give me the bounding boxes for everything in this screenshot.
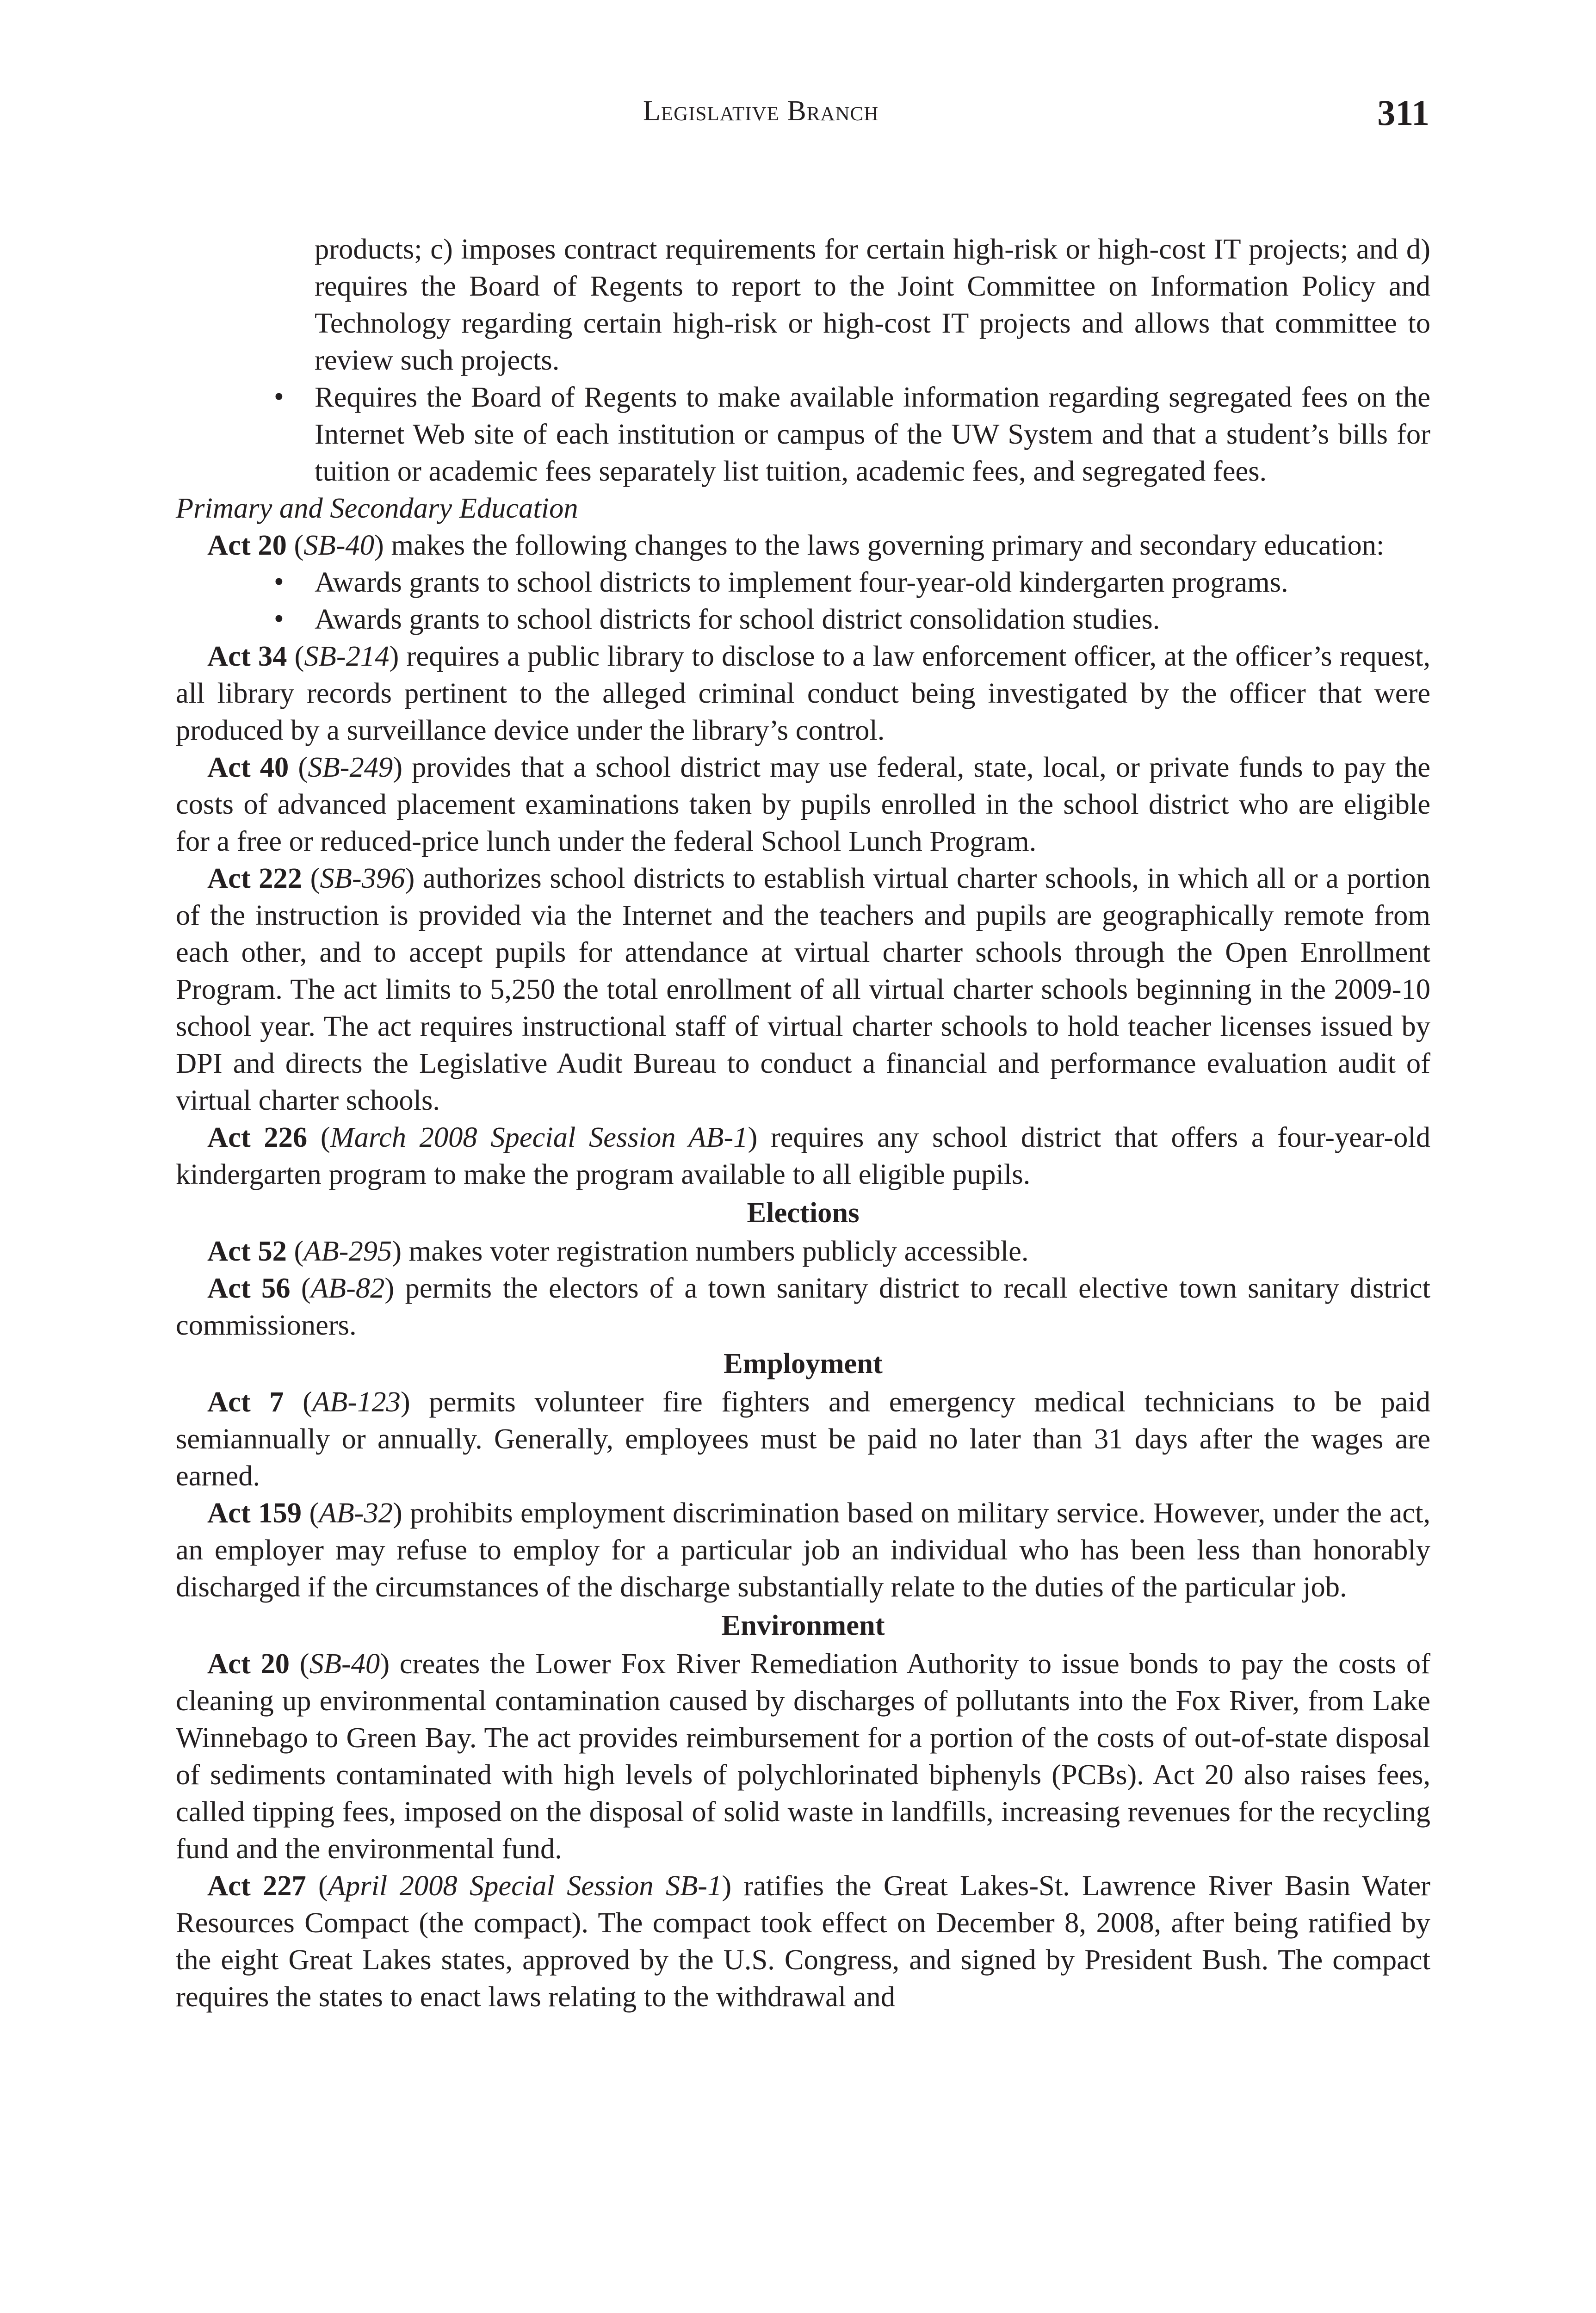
act-number: Act 20 (207, 1647, 290, 1680)
act-text: authorizes school districts to establish virtual charter schools, in which all or a portion of the instruction is provided via the Internet and the teachers and pupils are geographically remote from each other, and to accept pupils for attendance at virtual charter schools through the Open Enrollment Program. The act limits to 5,250 the total enrollment of all virtual charter schools beginning in the 2009-10 school year. The act requires instructional staff of virtual charter schools to hold teacher licenses issued by DPI and directs the Legislative Audit Bureau to conduct a financial and performance evaluation audit of virtual charter schools. (176, 862, 1430, 1116)
running-head (0, 95, 1596, 136)
act-number: Act 222 (207, 862, 303, 894)
subheading-primary-secondary-education: Primary and Secondary Education (176, 492, 578, 524)
act-7-paragraph: Act 7 (AB-123) permits volunteer fire fighters and emergency medical technicians to be paid semiannually or annually. Generally, employees must be paid no later than 31 days after the wages are earned. (176, 1385, 1430, 1492)
act-number: Act 226 (207, 1121, 308, 1153)
act-number: Act 52 (207, 1235, 287, 1267)
bullet-list-uw (176, 378, 1430, 489)
act-number: Act 159 (207, 1497, 302, 1529)
bill-number: SB-396 (320, 862, 405, 894)
bill-number: SB-214 (304, 640, 390, 672)
act-34-paragraph: Act 34 (SB-214) requires a public library to disclose to a law enforcement officer, at the officer’s request, all library records pertinent to the alleged criminal conduct being investigated by the officer that were produced by a surveillance device under the library’s control. (176, 640, 1430, 746)
bill-number: SB-249 (308, 751, 393, 783)
bullet-item: • Awards grants to school districts to implement four-year-old kindergarten programs. (315, 563, 1430, 600)
bill-number: AB-295 (303, 1235, 392, 1267)
act-text: prohibits employment discrimination based on military service. However, under the act, an employer may refuse to employ for a particular job an individual who has been less than honorably discharged if the circumstances of the discharge substantially relate to the duties of the particular job. (176, 1497, 1430, 1603)
continued-bullet-text: products; c) imposes contract requirements for certain high-risk or high-cost IT projects; and d) requires the Board of Regents to report to the Joint Committee on Information Policy and Technology regarding certain high-risk or high-cost IT projects and allows that committee to review such projects. (315, 233, 1430, 376)
act-number: Act 20 (207, 529, 287, 561)
act-52-paragraph: Act 52 (AB-295) makes voter registration numbers publicly accessible. (207, 1235, 1029, 1267)
act-number: Act 227 (207, 1869, 306, 1902)
act-159-paragraph: Act 159 (AB-32) prohibits employment discrimination based on military service. However, under the act, an employer may refuse to employ for a particular job an individual who has been less than honorably discharged if the circumstances of the discharge substantially relate to the duties of the particular job. (176, 1497, 1430, 1603)
running-title: Legislative Branch (643, 95, 879, 127)
section-heading-employment: Employment (724, 1347, 883, 1379)
bill-number: AB-32 (319, 1497, 393, 1529)
bill-number: AB-123 (312, 1385, 401, 1418)
page-number: 311 (1377, 93, 1429, 133)
section-heading-environment: Environment (721, 1609, 885, 1641)
act-text: permits volunteer fire fighters and emergency medical technicians to be paid semiannually or annually. Generally, employees must be paid no later than 31 days after the wages are earned. (176, 1385, 1430, 1492)
bill-number: SB-40 (309, 1647, 380, 1680)
act-number: Act 34 (207, 640, 287, 672)
act-text: requires a public library to disclose to a law enforcement officer, at the officer’s request, all library records pertinent to the alleged criminal conduct being investigated by the officer that were produced by a surveillance device under the library’s control. (176, 640, 1430, 746)
bill-number: April 2008 Special Session SB-1 (328, 1869, 722, 1902)
act-text: makes voter registration numbers publicly accessible. (408, 1235, 1029, 1267)
act-number: Act 7 (207, 1385, 284, 1418)
act-text: ratifies the Great Lakes-St. Lawrence River Basin Water Resources Compact (the compact). The compact took effect on December 8, 2008, after being ratified by the eight Great Lakes states, approved by the U.S. Congress, and signed by President Bush. The compact requires the states to enact laws relating to the withdrawal and (176, 1869, 1430, 2013)
act-text: makes the following changes to the laws governing primary and secondary education: (391, 529, 1385, 561)
act-227-paragraph: Act 227 (April 2008 Special Session SB-1) ratifies the Great Lakes-St. Lawrence River Basin Water Resources Compact (the compact). The compact took effect on December 8, 2008, after being ratified by the eight Great Lakes states, approved by the U.S. Congress, and signed by President Bush. The compact requires the states to enact laws relating to the withdrawal and (176, 1869, 1430, 2013)
bill-number: March 2008 Special Session AB-1 (330, 1121, 748, 1153)
page-body (176, 230, 1430, 2015)
act-222-paragraph: Act 222 (SB-396) authorizes school districts to establish virtual charter schools, in which all or a portion of the instruction is provided via the Internet and the teachers and pupils are geographically remote from each other, and to accept pupils for attendance at virtual charter schools through the Open Enrollment Program. The act limits to 5,250 the total enrollment of all virtual charter schools beginning in the 2009-10 school year. The act requires instructional staff of virtual charter schools to hold teacher licenses issued by DPI and directs the Legislative Audit Bureau to conduct a financial and performance evaluation audit of virtual charter schools. (176, 862, 1430, 1116)
bill-number: AB-82 (310, 1272, 385, 1304)
act-40-paragraph: Act 40 (SB-249) provides that a school district may use federal, state, local, or private funds to pay the costs of advanced placement examinations taken by pupils enrolled in the school district who are eligible for a free or reduced-price lunch under the federal School Lunch Program. (176, 751, 1430, 857)
bullet-item: • Awards grants to school districts for school district consolidation studies. (315, 600, 1430, 637)
bill-number: SB-40 (303, 529, 375, 561)
act-text: provides that a school district may use federal, state, local, or private funds to pay the costs of advanced placement examinations taken by pupils enrolled in the school district who are eligible for a free or reduced-price lunch under the federal School Lunch Program. (176, 751, 1430, 857)
act-20-environment-paragraph: Act 20 (SB-40) creates the Lower Fox River Remediation Authority to issue bonds to pay the costs of cleaning up environmental contamination caused by discharges of pollutants into the Fox River, from Lake Winnebago to Green Bay. The act provides reimbursement for a portion of the costs of out-of-state disposal of sediments contaminated with high levels of polychlorinated biphenyls (PCBs). Act 20 also raises fees, called tipping fees, imposed on the disposal of solid waste in landfills, increasing revenues for the recycling fund and the environmental fund. (176, 1647, 1430, 1865)
bullet-item: • Requires the Board of Regents to make available information regarding segregated fees on the Internet Web site of each institution or campus of the UW System and that a student’s bills for tuition or academic fees separately list tuition, academic fees, and segregated fees. (315, 378, 1430, 489)
act-226-paragraph: Act 226 (March 2008 Special Session AB-1) requires any school district that offers a four-year-old kindergarten program to make the program available to all eligible pupils. (176, 1121, 1430, 1190)
section-heading-elections: Elections (747, 1196, 860, 1229)
act-text: requires any school district that offers a four-year-old kindergarten program to make the program available to all eligible pupils. (176, 1121, 1430, 1190)
act-text: permits the electors of a town sanitary district to recall elective town sanitary district commissioners. (176, 1272, 1430, 1341)
bullet-list-act-20 (176, 563, 1430, 637)
act-number: Act 56 (207, 1272, 291, 1304)
act-20-education-paragraph: Act 20 (SB-40) makes the following changes to the laws governing primary and secondary education: (207, 529, 1385, 561)
act-text: creates the Lower Fox River Remediation Authority to issue bonds to pay the costs of cleaning up environmental contamination caused by discharges of pollutants into the Fox River, from Lake Winnebago to Green Bay. The act provides reimbursement for a portion of the costs of out-of-state disposal of sediments contaminated with high levels of polychlorinated biphenyls (PCBs). Act 20 also raises fees, called tipping fees, imposed on the disposal of solid waste in landfills, increasing revenues for the recycling fund and the environmental fund. (176, 1647, 1430, 1865)
act-56-paragraph: Act 56 (AB-82) permits the electors of a town sanitary district to recall elective town sanitary district commissioners. (176, 1272, 1430, 1341)
act-number: Act 40 (207, 751, 289, 783)
